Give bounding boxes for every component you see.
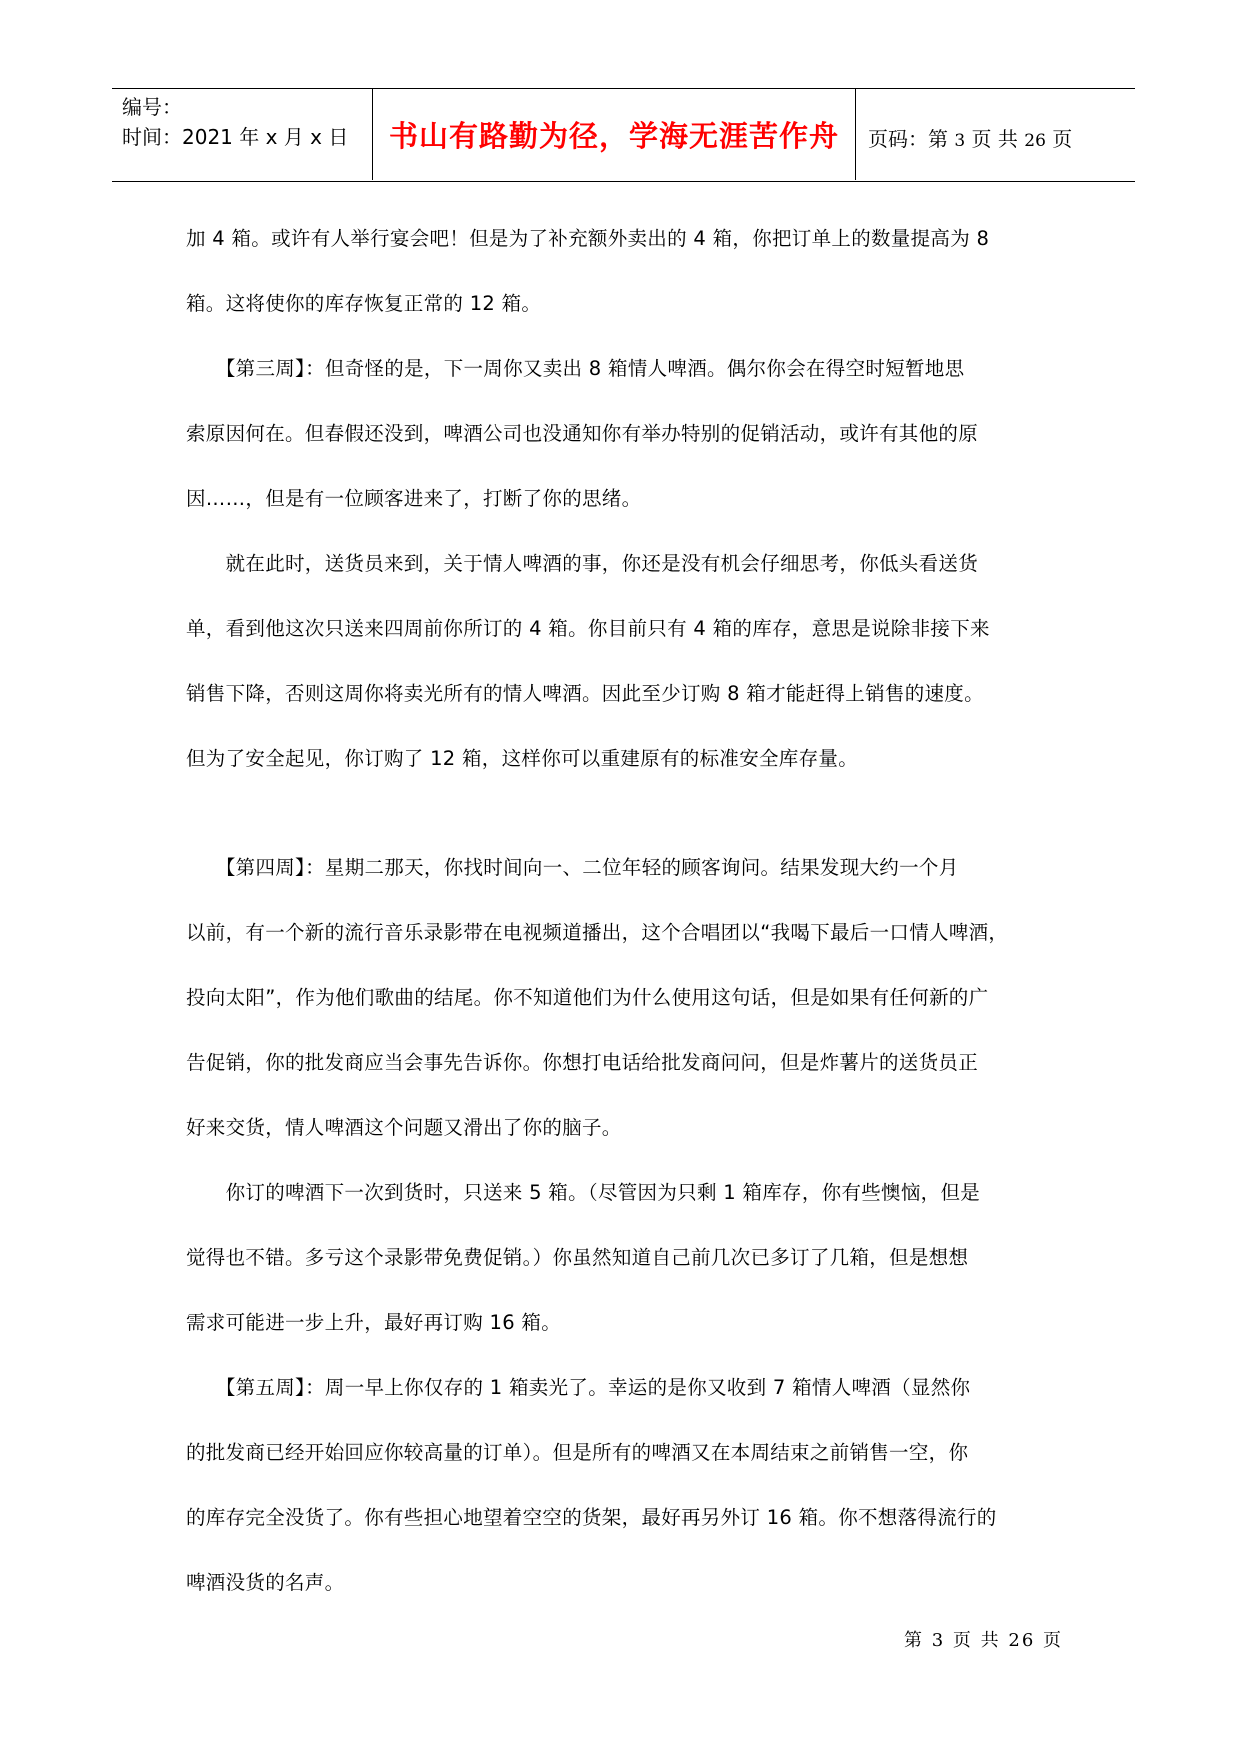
body-line: 啤酒没货的名声。 xyxy=(186,1571,345,1594)
body-line: 索原因何在。但春假还没到，啤酒公司也没通知你有举办特别的促销活动，或许有其他的原 xyxy=(186,422,979,445)
body-line: 以前，有一个新的流行音乐录影带在电视频道播出，这个合唱团以“我喝下最后一口情人啤酒， xyxy=(186,921,1009,944)
header-motto-cell xyxy=(372,89,856,180)
document-number-label: 编号： xyxy=(122,95,182,119)
page-footer: 第 3 页 共 26 页 xyxy=(904,1630,1063,1651)
header-page-indicator xyxy=(868,123,1072,152)
document-body xyxy=(186,225,1058,1634)
body-line: 加 4 箱。或许有人举行宴会吧！但是为了补充额外卖出的 4 箱，你把订单上的数量提高为 8 xyxy=(186,227,990,250)
body-line: 【第三周】：但奇怪的是，下一周你又卖出 8 箱情人啤酒。偶尔你会在得空时短暂地思 xyxy=(186,357,965,380)
body-line: 你订的啤酒下一次到货时，只送来 5 箱。（尽管因为只剩 1 箱库存，你有些懊恼，但是 xyxy=(186,1181,981,1204)
page-suffix: 页 xyxy=(1045,127,1073,151)
body-line: 单，看到他这次只送来四周前你所订的 4 箱。你目前只有 4 箱的库存，意思是说除非接下来 xyxy=(186,617,990,640)
body-line: 就在此时，送货员来到，关于情人啤酒的事，你还是没有机会仔细思考，你低头看送货 xyxy=(186,552,979,575)
document-time-label: 时间：2021 年 x 月 x 日 xyxy=(122,125,349,149)
body-line: 投向太阳”，作为他们歌曲的结尾。你不知道他们为什么使用这句话，但是如果有任何新的广 xyxy=(186,986,989,1009)
page-prefix: 页码：第 xyxy=(868,127,955,151)
body-line: 但为了安全起见，你订购了 12 箱，这样你可以重建原有的标准安全库存量。 xyxy=(186,747,859,770)
body-line: 销售下降，否则这周你将卖光所有的情人啤酒。因此至少订购 8 箱才能赶得上销售的速度。 xyxy=(186,682,984,705)
body-line: 好来交货，情人啤酒这个问题又滑出了你的脑子。 xyxy=(186,1116,622,1139)
body-line: 的批发商已经开始回应你较高量的订单）。但是所有的啤酒又在本周结束之前销售一空，你 xyxy=(186,1441,969,1464)
body-line: 需求可能进一步上升，最好再订购 16 箱。 xyxy=(186,1311,562,1334)
body-line: 因……，但是有一位顾客进来了，打断了你的思绪。 xyxy=(186,487,642,510)
page-mid: 页 共 xyxy=(965,127,1025,151)
body-line: 的库存完全没货了。你有些担心地望着空空的货架，最好再另外订 16 箱。你不想落得流行的 xyxy=(186,1506,997,1529)
page-total: 26 xyxy=(1024,131,1046,151)
body-line: 【第四周】：星期二那天，你找时间向一、二位年轻的顾客询问。结果发现大约一个月 xyxy=(186,856,959,879)
header-motto: 书山有路勤为径，学海无涯苦作舟 xyxy=(388,119,839,153)
page-header xyxy=(112,88,1135,182)
paragraph-gap xyxy=(186,810,1058,854)
header-meta xyxy=(122,92,372,152)
body-line: 【第五周】：周一早上你仅存的 1 箱卖光了。幸运的是你又收到 7 箱情人啤酒（显然你 xyxy=(186,1376,971,1399)
body-line: 箱。这将使你的库存恢复正常的 12 箱。 xyxy=(186,292,542,315)
page-current: 3 xyxy=(954,131,966,151)
body-line: 觉得也不错。多亏这个录影带免费促销。）你虽然知道自己前几次已多订了几箱，但是想想 xyxy=(186,1246,969,1269)
body-line: 告促销，你的批发商应当会事先告诉你。你想打电话给批发商问问，但是炸薯片的送货员正 xyxy=(186,1051,979,1074)
